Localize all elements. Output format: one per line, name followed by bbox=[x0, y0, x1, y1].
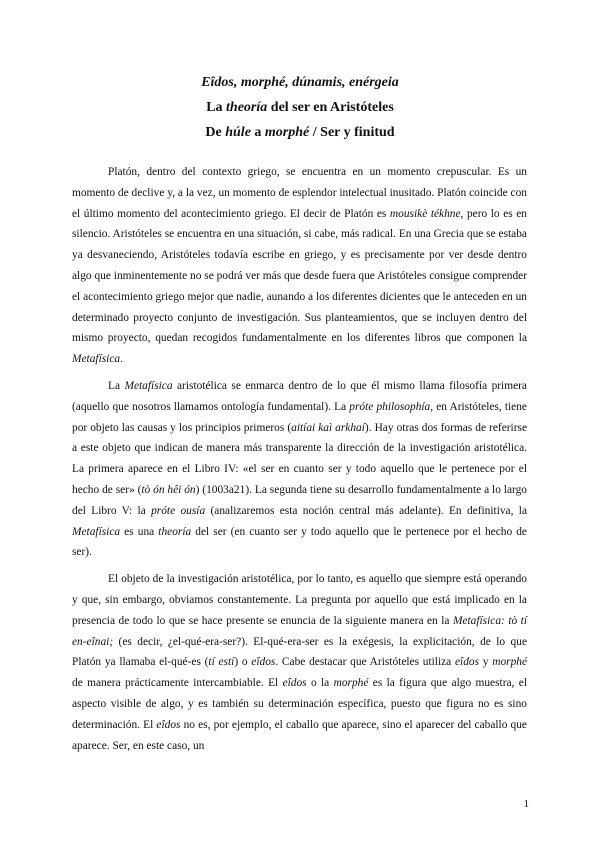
title-line-3-pre: De bbox=[205, 125, 226, 140]
italic-term: mousikè tékhne bbox=[389, 207, 461, 220]
italic-term: eîdos bbox=[454, 656, 480, 669]
italic-term: morphé bbox=[333, 677, 369, 690]
title-theoria: theoría bbox=[226, 100, 268, 115]
title-morphe: morphé bbox=[264, 125, 310, 140]
text-run: es la figura que algo muestra, el aspecto visible de algo, y es también su determinación específica, puesto que figura no es sino determinación. El bbox=[72, 677, 527, 731]
paragraph bbox=[72, 162, 527, 370]
title-line-3-post: / Ser y finitud bbox=[309, 125, 395, 140]
italic-term: Metafísica: tò tí en-eînai; bbox=[72, 614, 527, 648]
text-run: de manera prácticamente intercambiable. El bbox=[72, 677, 283, 690]
italic-term: próte philosophía bbox=[349, 400, 431, 413]
title-line-1 bbox=[60, 74, 540, 92]
italic-term: Metafísica bbox=[72, 525, 121, 538]
text-run: y bbox=[479, 656, 493, 669]
title-line-3-mid: a bbox=[250, 125, 265, 140]
title-hule: húle bbox=[225, 125, 251, 140]
italic-term: próte ousía bbox=[151, 504, 206, 517]
text-run: , pero lo es en silencio. Aristóteles se encuentra en una situación, si cabe, más radical. En una Grecia que se estaba ya desvaneciendo, Aristóteles todavía escribe en griego, y es precisamente por ver desde dentro algo que inminentemente no se podrá ver más que desde fuera que Aristóteles consigue comprender el acontecimiento griego mejor que nadie, aunando a los diferentes dicientes que le anteceden en un determinado proyecto conjunto de investigación. Sus planteamientos, que se incluyen dentro del mismo proyecto, quedan recogidos fundamentalmente en los diferentes libros que componen la bbox=[72, 207, 528, 345]
title-line-2-pre: La bbox=[206, 100, 227, 115]
text-run: es una bbox=[120, 525, 159, 538]
text-run: ) o bbox=[234, 656, 252, 669]
italic-term: Metafísica bbox=[124, 379, 173, 392]
text-run: no es, por ejemplo, el caballo que aparece, sino el aparecer del caballo que aparece. Ser, en este caso, un bbox=[72, 718, 527, 752]
italic-term: morphé bbox=[492, 656, 528, 669]
italic-term: eîdos bbox=[282, 677, 307, 690]
italic-term: aitíai kaì arkhaí bbox=[291, 421, 365, 434]
text-run: . Cabe destacar que Aristóteles utiliza bbox=[275, 656, 455, 669]
text-run: La bbox=[108, 379, 125, 392]
italic-term: tí estí bbox=[208, 656, 235, 669]
italic-term: Metafísica bbox=[72, 353, 121, 366]
italic-term: theoría bbox=[158, 525, 192, 538]
page-number: 1 bbox=[523, 798, 529, 810]
text-run: El objeto de la investigación aristotélica, por lo tanto, es aquello que siempre está operando y que, sin embargo, obviamos constantemente. La pregunta por aquello que está implicado en la presencia de todo lo que se hace presente se enuncia de la siguiente manera en la bbox=[72, 573, 527, 627]
italic-term: eîdos bbox=[156, 718, 181, 731]
title-line-3 bbox=[60, 124, 540, 142]
italic-term: eîdos bbox=[251, 656, 276, 669]
body-text bbox=[72, 162, 527, 762]
title-terms: Eîdos, morphé, dúnamis, enérgeia bbox=[201, 75, 399, 90]
text-run: (analizaremos esta noción central más adelante). En definitiva, la bbox=[205, 504, 528, 517]
text-run: del ser (en cuanto ser y todo aquello que le pertenece por el hecho de ser). bbox=[72, 525, 527, 559]
title-line-2 bbox=[60, 99, 540, 117]
text-run: o la bbox=[306, 677, 334, 690]
italic-term: tò ón hêi ón bbox=[141, 483, 196, 496]
text-run: aristotélica se enmarca dentro de lo que él mismo llama filosofía primera (aquello que nosotros llamamos ontología fundamental). La bbox=[72, 379, 527, 413]
title-line-2-post: del ser en Aristóteles bbox=[267, 100, 394, 115]
paragraph bbox=[72, 376, 527, 563]
text-run: . bbox=[120, 353, 123, 366]
paragraph bbox=[72, 569, 527, 756]
text-run: , en Aristóteles, tiene por objeto las causas y los principios primeros ( bbox=[72, 400, 527, 434]
text-run: ). Hay otras dos formas de referirse a este objeto que indican de manera más transparente la dirección de la investigación aristotélica. La primera aparece en el Libro IV: «el ser en cuanto ser y todo aquello que le pertenece por el hecho de ser» ( bbox=[72, 421, 527, 496]
text-run: ) (1003a21). La segunda tiene su desarrollo fundamentalmente a lo largo del Libro V: la bbox=[72, 483, 527, 517]
text-run: (es decir, ¿el-qué-era-ser?). El-qué-era-ser es la exégesis, la explicitación, de lo que Platón ya llamaba el-qué-es ( bbox=[72, 635, 527, 669]
text-run: Platón, dentro del contexto griego, se encuentra en un momento crepuscular. Es un momento de declive y, a la vez, un momento de esplendor intelectual inusitado. Platón coincide con el último momento del acontecimiento griego. El decir de Platón es bbox=[72, 166, 527, 220]
